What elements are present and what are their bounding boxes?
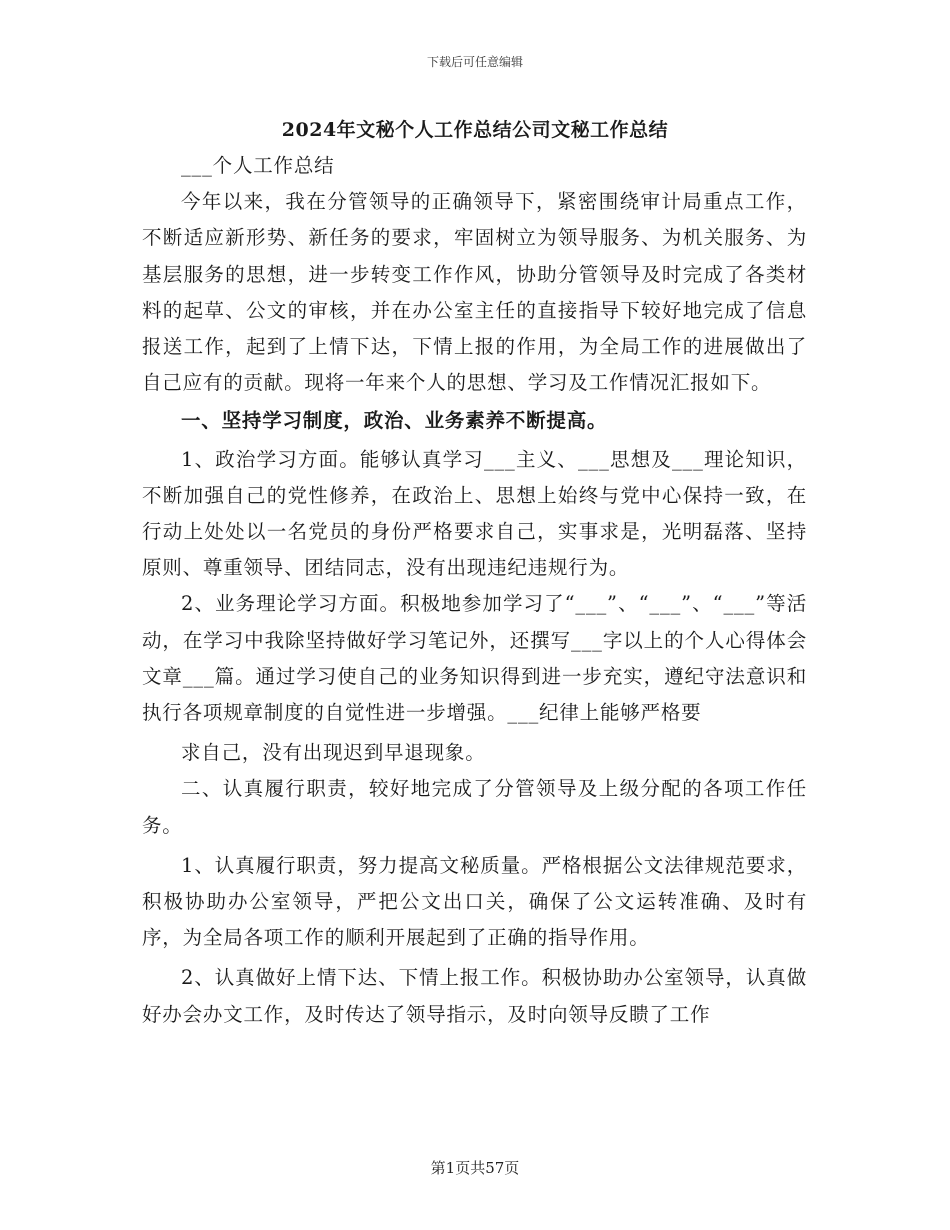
paragraph: 1、认真履行职责，努力提高文秘质量。严格根据公文法律规范要求，积极协助办公室领导，严把公文出口关，确保了公文运转准确、及时有序，为全局各项工作的顺利开展起到了正确的指导作用。 [142,853,807,950]
section-heading: 一、坚持学习制度，政治、业务素养不断提高。 [181,409,608,433]
paragraph: ___个人工作总结 [181,154,335,177]
page-footer: 第1页共57页 [430,1159,520,1177]
paragraph: 二、认真履行职责，较好地完成了分管领导及上级分配的各项工作任务。 [142,777,807,837]
document-title: 2024年文秘个人工作总结公司文秘工作总结 [281,119,669,141]
document-body [142,148,807,1033]
paragraph: 2、业务理论学习方面。积极地参加学习了“___”、“___”、“___”等活动，在学习中我除坚持做好学习笔记外，还撰写___字以上的个人心得体会文章___篇。通过学习使自己的业务知识得到进一步充实，遵纪守法意识和执行各项规章制度的自觉性进一步增强。___纪律上能够严格要 [142,592,807,725]
paragraph: 今年以来，我在分管领导的正确领导下，紧密围绕审计局重点工作，不断适应新形势、新任务的要求，牢固树立为领导服务、为机关服务、为基层服务的思想，进一步转变工作作风，协助分管领导及时完成了各类材料的起草、公文的审核，并在办公室主任的直接指导下较好地完成了信息报送工作，起到了上情下达，下情上报的作用，为全局工作的进展做出了自己应有的贡献。现将一年来个人的思想、学习及工作情况汇报如下。 [142,190,807,395]
paragraph: 求自己，没有出现迟到早退现象。 [181,741,486,765]
paragraph: 2、认真做好上情下达、下情上报工作。积极协助办公室领导，认真做好办会办文工作，及时传达了领导指示，及时向领导反瞆了工作 [142,966,807,1026]
header-note: 下载后可任意编辑 [426,55,523,69]
paragraph: 1、政治学习方面。能够认真学习___主义、___思想及___理论知识，不断加强自己的党性修养，在政治上、思想上始终与党中心保持一致，在行动上处处以一名党员的身份严格要求自己，实事求是，光明磊落、坚持原则、尊重领导、团结同志，没有出现违纪违规行为。 [142,447,807,580]
